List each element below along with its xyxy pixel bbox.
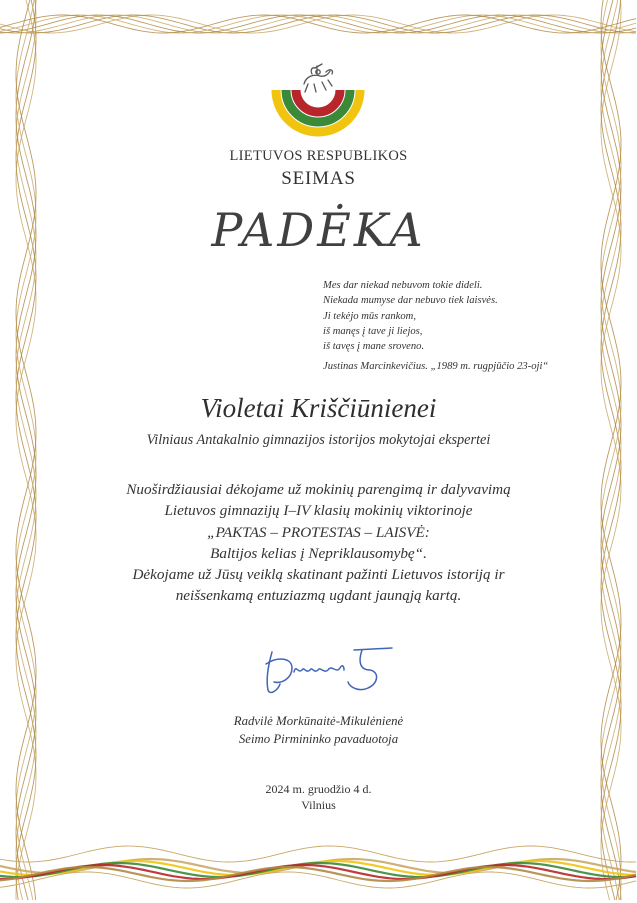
certificate-title: PADĖKA xyxy=(211,203,426,257)
body-line: „PAKTAS – PROTESTAS – LAISVĖ: xyxy=(207,523,430,541)
epigraph-quote xyxy=(323,278,593,375)
border-top-wave xyxy=(0,15,636,33)
quote-line: iš manęs į tave ji liejos, xyxy=(323,325,423,337)
signatory-name: Radvilė Morkūnaitė-Mikulėnienė xyxy=(233,714,404,728)
date-place-block xyxy=(0,782,637,813)
quote-line: Niekada mumyse dar nebuvo tiek laisvės. xyxy=(323,295,498,307)
institution-line-1: LIETUVOS RESPUBLIKOS xyxy=(229,148,408,164)
institution-line-2: SEIMAS xyxy=(281,168,356,189)
signatory-block xyxy=(0,712,637,748)
quote-line: Mes dar niekad nebuvom tokie dideli. xyxy=(323,280,483,291)
quote-line: iš tavęs į mane sroveno. xyxy=(323,341,425,353)
issue-place: Vilnius xyxy=(301,797,336,812)
recipient-position: Vilniaus Antakalnio gimnazijos istorijos mokytojai ekspertei xyxy=(146,432,491,448)
body-line: Lietuvos gimnazijų I–IV klasių mokinių viktorinoje xyxy=(164,502,473,520)
signatory-title: Seimo Pirmininko pavaduotoja xyxy=(238,732,399,746)
body-line: Nuoširdžiausiai dėkojame už mokinių parengimą ir dalyvavimą xyxy=(126,481,511,498)
body-line: Baltijos kelias į Nepriklausomybę“. xyxy=(210,544,427,562)
body-line: neišsenkamą entuziazmą ugdant jaunąją kartą. xyxy=(175,587,462,605)
recipient-name: Violetai Kriščiūnienei xyxy=(200,393,437,423)
handwritten-signature-icon xyxy=(258,640,398,700)
quote-attribution: Justinas Marcinkevičius. „1989 m. rugpjūčio 23-oji“ xyxy=(323,361,549,373)
gratitude-text xyxy=(0,479,637,607)
seimas-logo-icon xyxy=(270,62,366,148)
issue-date: 2024 m. gruodžio 4 d. xyxy=(265,782,372,796)
vytis-emblem-icon xyxy=(304,64,333,92)
body-line: Dėkojame už Jūsų veiklą skatinant pažinti Lietuvos istoriją ir xyxy=(132,566,505,584)
quote-line: Ji tekėjo mūs rankom, xyxy=(323,310,416,322)
logo-arc-red xyxy=(296,90,340,112)
